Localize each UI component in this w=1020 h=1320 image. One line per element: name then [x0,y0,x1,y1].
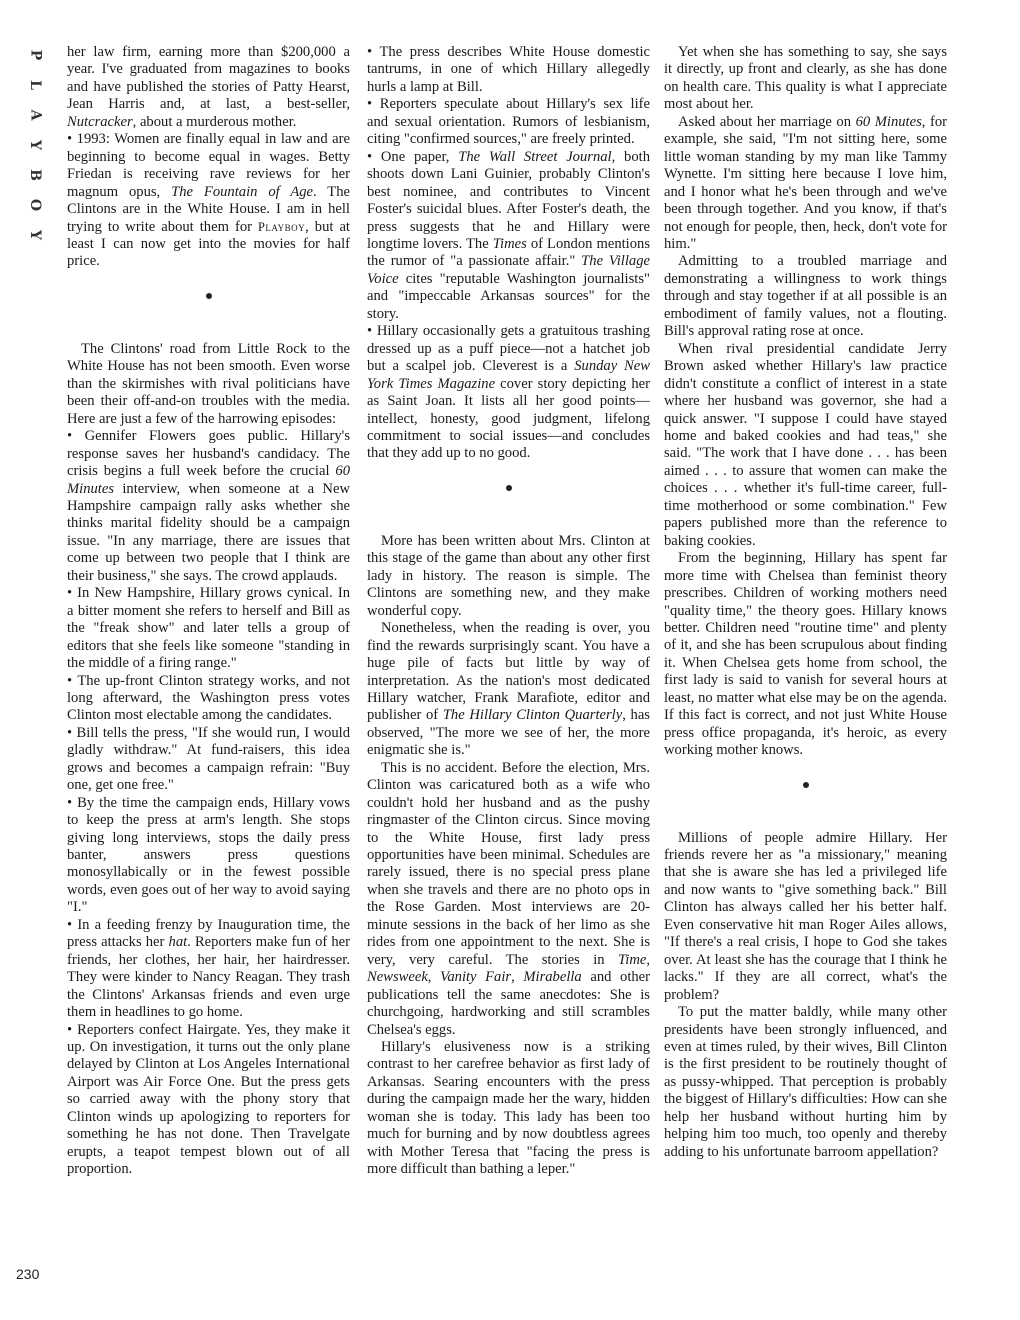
bullet-paragraph: • 1993: Women are finally equal in law and are beginning to become equal in wages. Betty Friedan is receiving rave reviews for her magnum opus, The Fountain of Age. The Clintons are in the White House. I am in hell trying to write about them for Playboy, but at least I can now get into the movies for half price. [67,131,350,270]
bullet-paragraph: • By the time the campaign ends, Hillary vows to keep the press at arm's length. She stops giving long interviews, stops the daily press banter, answers press questions monosyllabically or in the fewest possible words, even goes out of her way to avoid saying "I." [67,794,350,916]
section-break-dot [506,485,512,491]
bullet-paragraph: • Reporters speculate about Hillary's sex life and sexual orientation. Rumors of lesbianism, citing "confirmed sources," are freely printed. [367,96,650,148]
paragraph: Yet when she has something to say, she says it directly, up front and clearly, as she has done on health care. This quality is what I appreciate most about her. [664,44,947,113]
column-1 [67,44,350,1179]
paragraph: Millions of people admire Hillary. Her friends revere her as "a missionary," meaning that she is aware she has led a privileged life and now wants to "give something back." Bill Clinton has always called her his better half. Even conservative hit man Roger Ailes allows, "If there's a real crisis, I hope to God she takes over. At least she has the courage that I think he lacks." If they are all correct, what's the problem? [664,829,947,1003]
paragraph: Hillary's elusiveness now is a striking contrast to her carefree behavior as first lady of Arkansas. Searing encounters with the press during the campaign made her the wary, hidden woman she is today. This lady has been too much for burning and by now doubtless agrees with Mother Teresa that "facing the press is more difficult than bathing a leper." [367,1039,650,1178]
paragraph: Nonetheless, when the reading is over, you find the rewards surprisingly scant. You have a huge pile of facts but little by way of interpretation. As the nation's most dedicated Hillary watcher, Frank Marafiote, editor and publisher of The Hillary Clinton Quarterly, has observed, "The more we see of her, the more enigmatic she is." [367,620,650,759]
paragraph: More has been written about Mrs. Clinton at this stage of the game than about any other first lady in history. The reason is simple. The Clintons are something new, and they make wonderful copy. [367,532,650,619]
running-head [22,40,48,250]
running-head-letter: O [26,198,43,212]
column-3 [664,44,947,1161]
bullet-paragraph: • The up-front Clinton strategy works, and not long afterward, the Washington press votes Clinton most electable among the candidates. [67,672,350,724]
paragraph: To put the matter baldly, while many other presidents have been strongly influenced, and even at times ruled, by their wives, Bill Clinton is the first president to be routinely thought of as pussy-whipped. That perception is probably the biggest of Hillary's difficulties: How can she help her husband without hurting him by helping him too much, too openly and thereby adding to his unfortunate barroom appellation? [664,1004,947,1160]
running-head-letter: B [27,169,43,181]
running-head-letter: A [27,109,43,121]
bullet-paragraph: • In a feeding frenzy by Inauguration time, the press attacks her hat. Reporters make fun of her friends, her clothes, her hair, her hairdresser. They were kinder to Nancy Reagan. They trash the Clintons' Arkansas friends and even urge them in headlines to go home. [67,916,350,1021]
paragraph: This is no accident. Before the election, Mrs. Clinton was caricatured both as a wife who couldn't hold her husband and as the pushy ringmaster of the Clinton circus. Since moving to the White House, first lady press opportunities have been minimal. Schedules are rarely issued, there is no special press plane when she travels and there are no photo ops in the Rose Garden. Most interviews are 20-minute sessions in the back of her limo as she rides from one appointment to the next. She is very, very careful. The stories in Time, Newsweek, Vanity Fair, Mirabella and other publications tell the same anecdotes: She is churchgoing, hardworking and still scrambles Chelsea's eggs. [367,759,651,1038]
running-head-letter: P [27,49,43,61]
page-number: 230 [16,1266,40,1282]
paragraph: Asked about her marriage on 60 Minutes, for example, she said, "I'm not sitting here, some little woman standing by my man like Tammy Wynette. I'm sitting here because I love him, and I honor what he's been through and we've been through together. And you know, if that's not enough for people, then, heck, don't vote for him." [664,113,947,252]
running-head-letter: Y [27,140,43,150]
bullet-paragraph: • One paper, The Wall Street Journal, both shoots down Lani Guinier, probably Clinton's best nominee, and contributes to Vincent Foster's suicidal blues. After Foster's death, the press suggests that he and Hillary were longtime lovers. The Times of London mentions the rumor of "a passionate affair." The Village Voice cites "reputable Washington journalists" and "impeccable Arkansas sources" for the story. [367,148,650,322]
bullet-paragraph: • Gennifer Flowers goes public. Hillary's response saves her husband's candidacy. The crisis begins a full week before the crucial 60 Minutes interview, when someone at a New Hampshire campaign rally asks whether she thinks marital fidelity should be a campaign issue. "In any marriage, there are issues that come up between two people that I think are their business," she says. The crowd applauds. [67,428,350,584]
section-break-dot [206,293,212,299]
bullet-paragraph: • Reporters confect Hairgate. Yes, they make it up. On investigation, it turns out the only plane delayed by Clinton at Los Angeles International Airport was Air Force One. But the press gets so carried away with the phony story that Clinton winds up apologizing to reporters for something he has not done. Then Travelgate erupts, a teapot tempest blown out of all proportion. [67,1021,350,1178]
bullet-paragraph: • Hillary occasionally gets a gratuitous trashing dressed up as a puff piece—not a hatchet job but a scalpel job. Cleverest is a Sunday New York Times Magazine cover story depicting her as Saint Joan. It lists all her good points—intellect, honesty, good judgment, lifelong commitment to social issues—and concludes that they add up to no good. [367,323,650,462]
section-break-dot [803,782,809,788]
bullet-paragraph: • Bill tells the press, "If she would run, I would gladly withdraw." At fund-raisers, this idea grows and becomes a campaign refrain: "Buy one, get one free." [67,724,350,794]
paragraph: Admitting to a troubled marriage and demonstrating a willingness to work things through and stay together if at all possible is an embodiment of family values, not a flouting. Bill's approval rating rose at once. [664,253,947,340]
paragraph: From the beginning, Hillary has spent far more time with Chelsea than feminist theory prescribes. Children of working mothers need "quality time," the theory goes. Hillary knows better. Children need "routine time" and plenty of it, and she has been scrupulous about finding it. When Chelsea gets home from school, the first lady is said to vanish for several hours at least, no matter what else may be on the agenda. If this fact is correct, and not just White House press office propaganda, it's heroic, as every working mother knows. [664,550,947,759]
column-2 [367,44,650,1179]
paragraph: When rival presidential candidate Jerry Brown asked whether Hillary's law practice didn't constitute a conflict of interest in a state where her husband was governor, she had a quick answer. "I suppose I could have stayed home and baked cookies and had teas," she said. "The work that I have done . . . has been aimed . . . to assure that women can make the choices . . . whether it's full-time career, full-time motherhood or some combination." Few papers published more than the reference to baking cookies. [664,340,947,549]
bullet-paragraph: • The press describes White House domestic tantrums, in one of which Hillary allegedly hurls a lamp at Bill. [367,44,650,95]
paragraph: The Clintons' road from Little Rock to the White House has not been smooth. Even worse than the skirmishes with rival politicians have been their off-and-on troubles with the media. Here are just a few of the harrowing episodes: [67,340,350,427]
running-head-letter: Y [27,230,43,240]
paragraph: her law firm, earning more than $200,000 a year. I've graduated from magazines to books and have published the stories of Patty Hearst, Jean Harris and, at last, a best-seller, Nutcracker, about a murderous mother. [67,44,350,130]
running-head-letter: L [27,80,43,90]
bullet-paragraph: • In New Hampshire, Hillary grows cynical. In a bitter moment she refers to herself and Bill as the "freak show" and later tells a group of editors that she feels like someone "standing in the middle of a firing range." [67,585,350,672]
